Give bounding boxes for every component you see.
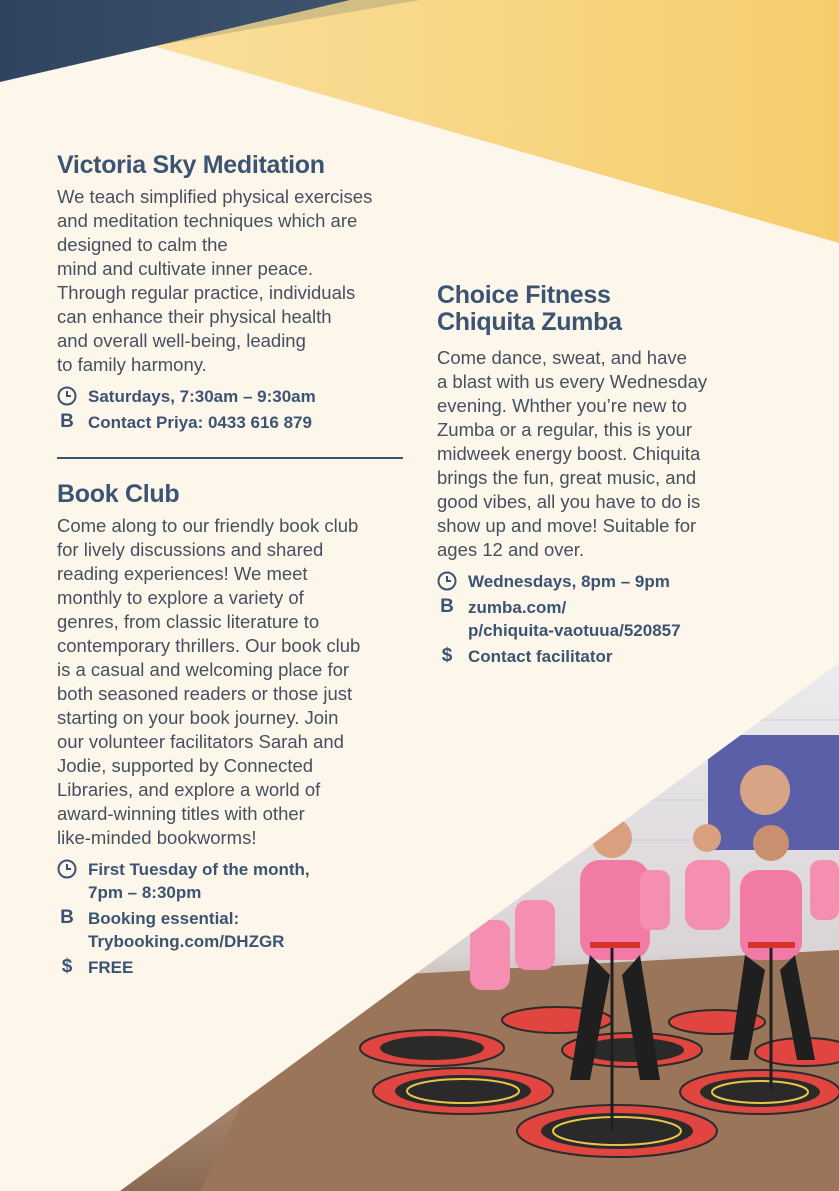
clock-icon bbox=[57, 858, 77, 880]
zumba-details bbox=[437, 570, 757, 668]
book-club-cost-row bbox=[57, 956, 407, 979]
booking-icon: B bbox=[60, 907, 74, 928]
dollar-icon: $ bbox=[441, 645, 453, 666]
dollar-icon: $ bbox=[61, 956, 73, 977]
book-club-booking[interactable]: Booking essential: Trybooking.com/DHZGR bbox=[88, 909, 285, 951]
book-club-title: Book Club bbox=[57, 480, 180, 508]
zumba-booking-row bbox=[437, 596, 757, 642]
book-club-time-row bbox=[57, 858, 407, 904]
victoria-contact: Contact Priya: 0433 616 879 bbox=[88, 413, 312, 432]
clock-icon bbox=[57, 385, 77, 407]
victoria-title: Victoria Sky Meditation bbox=[57, 151, 325, 179]
zumba-section bbox=[437, 282, 757, 668]
right-column bbox=[437, 282, 757, 671]
booking-icon: B bbox=[60, 411, 74, 432]
zumba-cost: Contact facilitator bbox=[468, 647, 613, 666]
booking-icon: B bbox=[440, 596, 454, 617]
zumba-booking[interactable]: zumba.com/ p/chiquita-vaotuua/520857 bbox=[468, 598, 681, 640]
left-column bbox=[57, 152, 407, 982]
victoria-contact-row bbox=[57, 411, 407, 434]
victoria-sky-section bbox=[57, 152, 407, 434]
victoria-time: Saturdays, 7:30am – 9:30am bbox=[88, 387, 316, 406]
book-club-time: First Tuesday of the month, 7pm – 8:30pm bbox=[88, 860, 310, 902]
zumba-time-row bbox=[437, 570, 757, 593]
clock-icon bbox=[437, 570, 457, 592]
book-club-cost: FREE bbox=[88, 958, 134, 977]
book-club-booking-row bbox=[57, 907, 407, 953]
zumba-cost-row bbox=[437, 645, 757, 668]
section-divider bbox=[57, 457, 403, 459]
zumba-description: Come dance, sweat, and have a blast with us every Wednesday evening. Whther you’re new to Zumba or a regular, this is your midweek energy boost. Chiquita brings the fun, great music, and good vibes, all you have to do is show up and move! Suitable for ages 12 and over. bbox=[437, 347, 708, 560]
zumba-title: Choice Fitness Chiquita Zumba bbox=[437, 281, 622, 336]
book-club-details bbox=[57, 858, 407, 979]
zumba-time: Wednesdays, 8pm – 9pm bbox=[468, 572, 670, 591]
book-club-description: Come along to our friendly book club for lively discussions and shared reading experiences! We meet monthly to explore a variety of genres, from classic literature to contemporary thrillers. Our book club is a casual and welcoming place for both seasoned readers or those just starting on your book journey. Join our volunteer facilitators Sarah and Jodie, supported by Connected Libraries, and explore a world of award-winning titles with other like-minded bookworms! bbox=[57, 515, 361, 848]
book-club-section bbox=[57, 481, 407, 979]
victoria-time-row bbox=[57, 385, 407, 408]
victoria-details bbox=[57, 385, 407, 434]
victoria-description: We teach simplified physical exercises and meditation techniques which are designed to calm the mind and cultivate inner peace. Through regular practice, individuals can enhance their physical health and overall well-being, leading to family harmony. bbox=[57, 186, 373, 375]
